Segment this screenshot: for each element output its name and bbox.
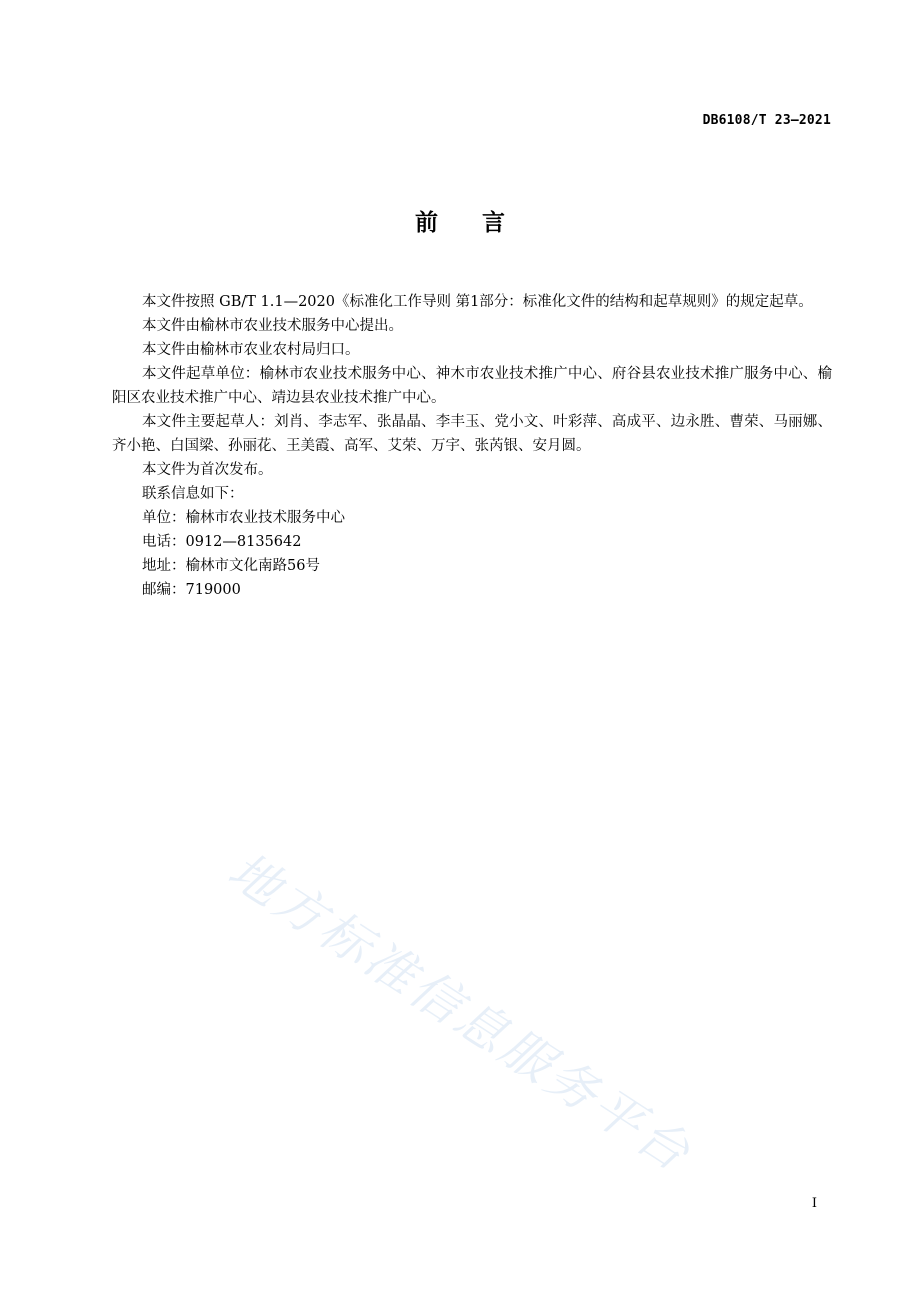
- watermark-text: 地方标准信息服务平台: [218, 841, 703, 1184]
- page-number: I: [811, 1196, 817, 1211]
- paragraph-drafting-units: 本文件起草单位：榆林市农业技术服务中心、神木市农业技术推广中心、府谷县农业技术推广服务中心、榆阳区农业技术推广中心、靖边县农业技术推广中心。: [112, 366, 832, 406]
- standard-code: DB6108/T 23—2021: [702, 113, 831, 128]
- title-char-2: 言: [482, 209, 505, 236]
- foreword-body: [112, 290, 832, 602]
- contact-postcode: 邮编：719000: [142, 582, 241, 598]
- paragraph-administrator: 本文件由榆林市农业农村局归口。: [142, 342, 360, 358]
- page-title: [0, 204, 920, 237]
- contact-unit: 单位：榆林市农业技术服务中心: [142, 510, 345, 526]
- title-char-1: 前: [415, 209, 438, 236]
- paragraph-first-release: 本文件为首次发布。: [142, 462, 273, 478]
- contact-address: 地址：榆林市文化南路56号: [142, 558, 320, 574]
- paragraph-drafting-rules: 本文件按照 GB/T 1.1—2020《标准化工作导则 第1部分：标准化文件的结构和起草规则》的规定起草。: [142, 294, 813, 310]
- paragraph-proposer: 本文件由榆林市农业技术服务中心提出。: [142, 318, 403, 334]
- paragraph-drafters: 本文件主要起草人：刘肖、李志军、张晶晶、李丰玉、党小文、叶彩萍、高成平、边永胜、曹荣、马丽娜、齐小艳、白国梁、孙丽花、王美霞、高军、艾荣、万宇、张芮银、安月圆。: [112, 414, 832, 454]
- contact-heading: 联系信息如下：: [142, 486, 244, 502]
- contact-phone: 电话：0912—8135642: [142, 534, 302, 550]
